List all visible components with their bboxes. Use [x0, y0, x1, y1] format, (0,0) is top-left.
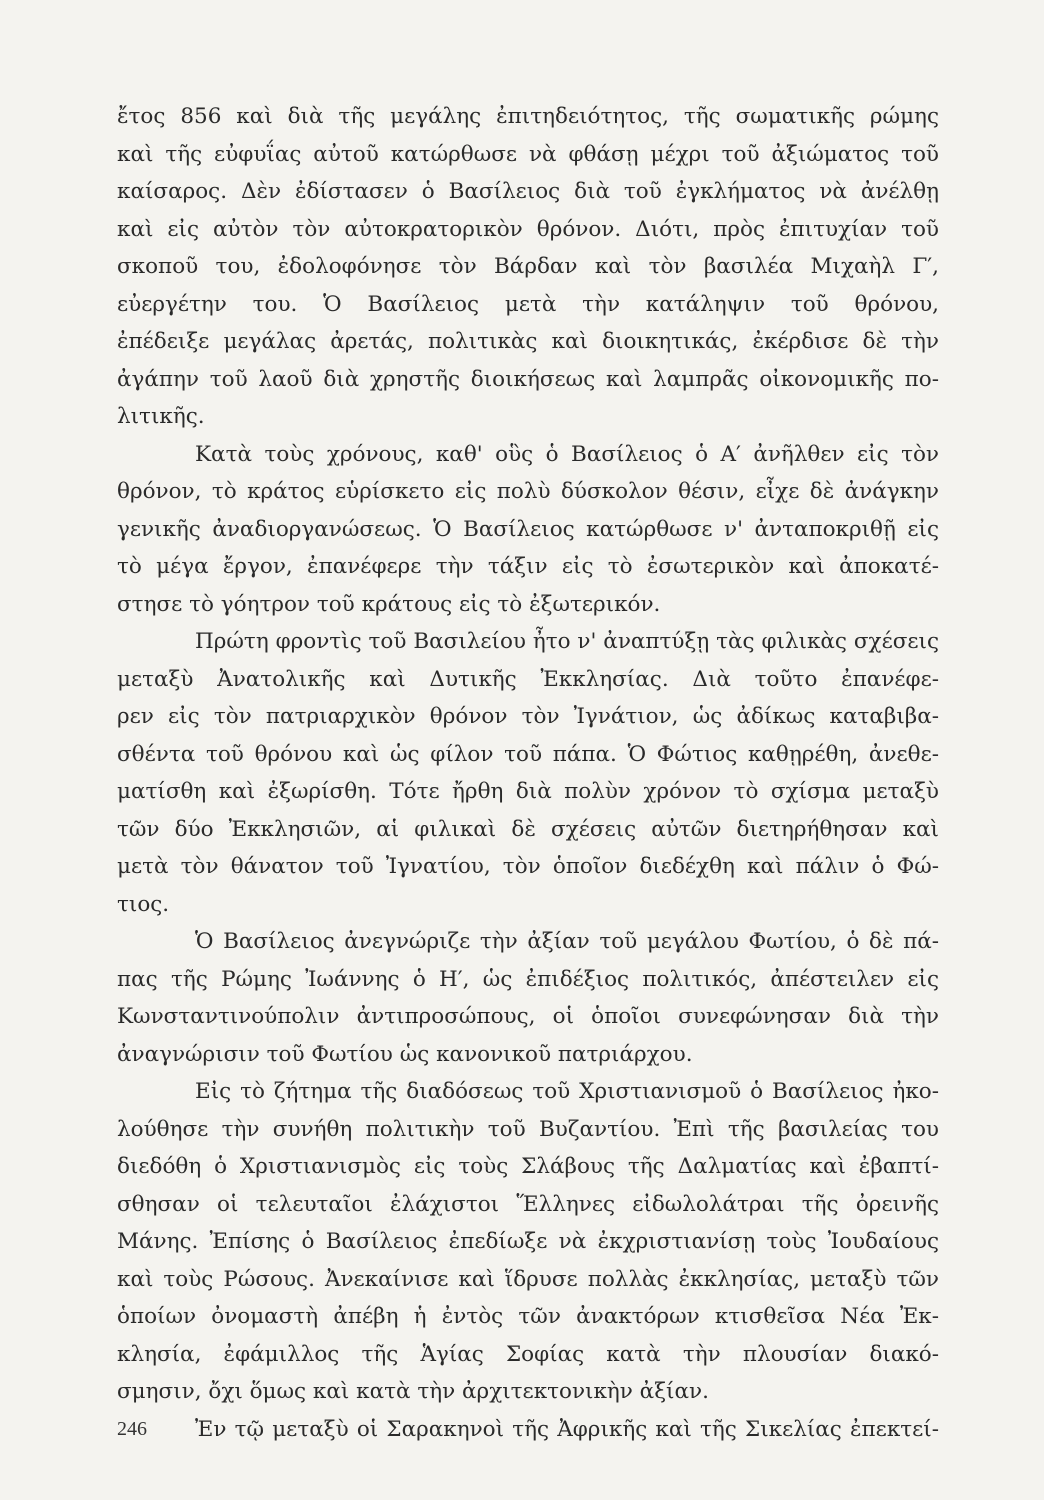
text-line: μεταξὺ Ἀνατολικῆς καὶ Δυτικῆς Ἐκκλησίας. Διὰ τοῦτο ἐπανέφε-: [117, 666, 939, 692]
text-line: Κωνσταντινούπολιν ἀντιπροσώπους, οἱ ὁποῖοι συνεφώνησαν διὰ τὴν: [117, 1004, 939, 1029]
book-page-text: [117, 98, 939, 1448]
text-line: γενικῆς ἀναδιοργανώσεως. Ὁ Βασίλειος κατώρθωσε ν' ἀνταποκριθῇ εἰς: [117, 516, 939, 542]
text-line: διεδόθη ὁ Χριστιανισμὸς εἰς τοὺς Σλάβους τῆς Δαλματίας καὶ ἐβαπτί-: [117, 1154, 939, 1179]
text-line: εὐεργέτην του. Ὁ Βασίλειος μετὰ τὴν κατάληψιν τοῦ θρόνου,: [117, 291, 939, 317]
paragraph-5: [117, 1073, 939, 1411]
text-line: κλησία, ἐφάμιλλος τῆς Ἁγίας Σοφίας κατὰ τὴν πλουσίαν διακό-: [117, 1341, 939, 1367]
text-line: Ἐν τῷ μεταξὺ οἱ Σαρακηνοὶ τῆς Ἀφρικῆς καὶ τῆς Σικελίας ἐπεκτεί-: [195, 1416, 939, 1442]
paragraph-3: [117, 623, 939, 923]
text-line: πας τῆς Ρώμης Ἰωάννης ὁ Η′, ὡς ἐπιδέξιος πολιτικός, ἀπέστειλεν εἰς: [117, 966, 939, 992]
text-line: ἔτος 856 καὶ διὰ τῆς μεγάλης ἐπιτηδειότητος, τῆς σωματικῆς ρώμης: [117, 104, 939, 129]
paragraph-1: [117, 98, 939, 436]
text-line: τιος.: [117, 891, 170, 917]
text-line: Μάνης. Ἐπίσης ὁ Βασίλειος ἐπεδίωξε νὰ ἐκχριστιανίσῃ τοὺς Ἰουδαίους: [117, 1229, 939, 1254]
text-line: ἀναγνώρισιν τοῦ Φωτίου ὡς κανονικοῦ πατριάρχου.: [117, 1041, 693, 1067]
text-line: τῶν δύο Ἐκκλησιῶν, αἱ φιλικαὶ δὲ σχέσεις αὐτῶν διετηρήθησαν καὶ: [117, 816, 939, 842]
text-line: στησε τὸ γόητρον τοῦ κράτους εἰς τὸ ἐξωτερικόν.: [117, 591, 661, 617]
text-line: Κατὰ τοὺς χρόνους, καθ' οὓς ὁ Βασίλειος ὁ Α′ ἀνῆλθεν εἰς τὸν: [195, 441, 939, 467]
text-line: λούθησε τὴν συνήθη πολιτικὴν τοῦ Βυζαντίου. Ἐπὶ τῆς βασιλείας του: [117, 1116, 939, 1142]
text-line: καὶ εἰς αὐτὸν τὸν αὐτοκρατορικὸν θρόνον. Διότι, πρὸς ἐπιτυχίαν τοῦ: [117, 216, 939, 242]
paragraph-2: [117, 436, 939, 624]
text-line: τὸ μέγα ἔργον, ἐπανέφερε τὴν τάξιν εἰς τὸ ἐσωτερικὸν καὶ ἀποκατέ-: [117, 554, 939, 579]
paragraph-4: [117, 923, 939, 1073]
text-line: ἀγάπην τοῦ λαοῦ διὰ χρηστῆς διοικήσεως καὶ λαμπρᾶς οἰκονομικῆς πο-: [117, 366, 939, 392]
text-line: καὶ τῆς εὐφυΐας αὐτοῦ κατώρθωσε νὰ φθάσῃ μέχρι τοῦ ἀξιώματος τοῦ: [117, 141, 939, 167]
text-line: σμησιν, ὄχι ὅμως καὶ κατὰ τὴν ἀρχιτεκτονικὴν ἀξίαν.: [117, 1379, 709, 1404]
text-line: ματίσθη καὶ ἐξωρίσθη. Τότε ἤρθη διὰ πολὺν χρόνον τὸ σχίσμα μεταξὺ: [117, 779, 939, 804]
page-number: 246: [117, 1418, 147, 1440]
text-line: ὁποίων ὀνομαστὴ ἀπέβη ἡ ἐντὸς τῶν ἀνακτόρων κτισθεῖσα Νέα Ἐκ-: [117, 1304, 939, 1329]
text-line: ἐπέδειξε μεγάλας ἀρετάς, πολιτικὰς καὶ διοικητικάς, ἐκέρδισε δὲ τὴν: [117, 329, 939, 354]
text-line: Ὁ Βασίλειος ἀνεγνώριζε τὴν ἀξίαν τοῦ μεγάλου Φωτίου, ὁ δὲ πά-: [195, 929, 939, 954]
text-line: ρεν εἰς τὸν πατριαρχικὸν θρόνον τὸν Ἰγνάτιον, ὡς ἀδίκως καταβιβα-: [117, 704, 939, 729]
text-line: Εἰς τὸ ζήτημα τῆς διαδόσεως τοῦ Χριστιανισμοῦ ὁ Βασίλειος ἠκο-: [195, 1079, 939, 1104]
text-line: θρόνον, τὸ κράτος εὑρίσκετο εἰς πολὺ δύσκολον θέσιν, εἶχε δὲ ἀνάγκην: [117, 479, 939, 504]
text-line: Πρώτη φροντὶς τοῦ Βασιλείου ἦτο ν' ἀναπτύξῃ τὰς φιλικὰς σχέσεις: [195, 629, 939, 654]
paragraph-6: [117, 1411, 939, 1449]
text-line: μετὰ τὸν θάνατον τοῦ Ἰγνατίου, τὸν ὁποῖον διεδέχθη καὶ πάλιν ὁ Φώ-: [117, 854, 939, 879]
text-line: λιτικῆς.: [117, 404, 205, 429]
text-line: καίσαρος. Δὲν ἐδίστασεν ὁ Βασίλειος διὰ τοῦ ἐγκλήματος νὰ ἀνέλθῃ: [117, 179, 939, 204]
text-line: σθησαν οἱ τελευταῖοι ἐλάχιστοι Ἕλληνες εἰδωλολάτραι τῆς ὀρεινῆς: [117, 1191, 939, 1217]
text-line: καὶ τοὺς Ρώσους. Ἀνεκαίνισε καὶ ἵδρυσε πολλὰς ἐκκλησίας, μεταξὺ τῶν: [117, 1266, 939, 1292]
text-line: σθέντα τοῦ θρόνου καὶ ὡς φίλον τοῦ πάπα. Ὁ Φώτιος καθῃρέθη, ἀνεθε-: [117, 741, 939, 767]
text-line: σκοποῦ του, ἐδολοφόνησε τὸν Βάρδαν καὶ τὸν βασιλέα Μιχαὴλ Γ′,: [117, 254, 939, 279]
